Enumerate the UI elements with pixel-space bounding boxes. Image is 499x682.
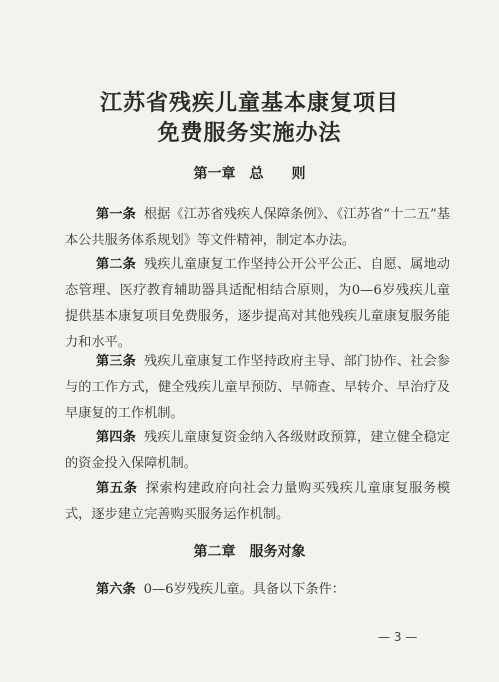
article-5-label: 第五条 xyxy=(96,481,138,496)
chapter-heading-1: 第一章 总 则 xyxy=(193,166,306,182)
article-5-text: 探索构建政府向社会力量购买残疾儿童康复服务模式，逐步建立完善购买服务运作机制。 xyxy=(65,481,451,522)
chapter-heading-2: 第二章 服务对象 xyxy=(193,544,306,560)
document-title-line1: 江苏省残疾儿童基本康复项目 xyxy=(99,90,399,116)
article-6-text: 0—6岁残疾儿童。具备以下条件： xyxy=(143,582,345,597)
article-1 xyxy=(65,202,450,254)
article-2-label: 第二条 xyxy=(96,257,136,272)
article-5 xyxy=(65,476,450,528)
article-4-text: 残疾儿童康复资金纳入各级财政预算，建立健全稳定的资金投入保障机制。 xyxy=(65,430,450,471)
article-4-label: 第四条 xyxy=(96,430,136,445)
article-3-text: 残疾儿童康复工作坚持政府主导、部门协作、社会参与的工作方式，健全残疾儿童早预防、早筛查、早转介、早治疗及早康复的工作机制。 xyxy=(65,354,450,421)
article-6-label: 第六条 xyxy=(96,582,136,597)
article-1-label: 第一条 xyxy=(96,207,136,222)
article-3 xyxy=(65,349,450,427)
article-3-label: 第三条 xyxy=(96,354,136,369)
article-4 xyxy=(65,425,450,477)
article-1-text: 根据《江苏省残疾人保障条例》、《江苏省“十二五”基本公共服务体系规划》等文件精神，制定本办法。 xyxy=(65,207,450,248)
page-number: — 3 — xyxy=(378,630,418,644)
document-title-line2: 免费服务实施办法 xyxy=(157,120,342,146)
article-2-text: 残疾儿童康复工作坚持公开公平公正、自愿、属地动态管理、医疗教育辅助器具适配相结合原则，为0—6岁残疾儿童提供基本康复项目免费服务，逐步提高对其他残疾儿童康复服务能力和水平。 xyxy=(65,257,450,350)
article-6 xyxy=(65,577,450,603)
article-2 xyxy=(65,252,450,356)
